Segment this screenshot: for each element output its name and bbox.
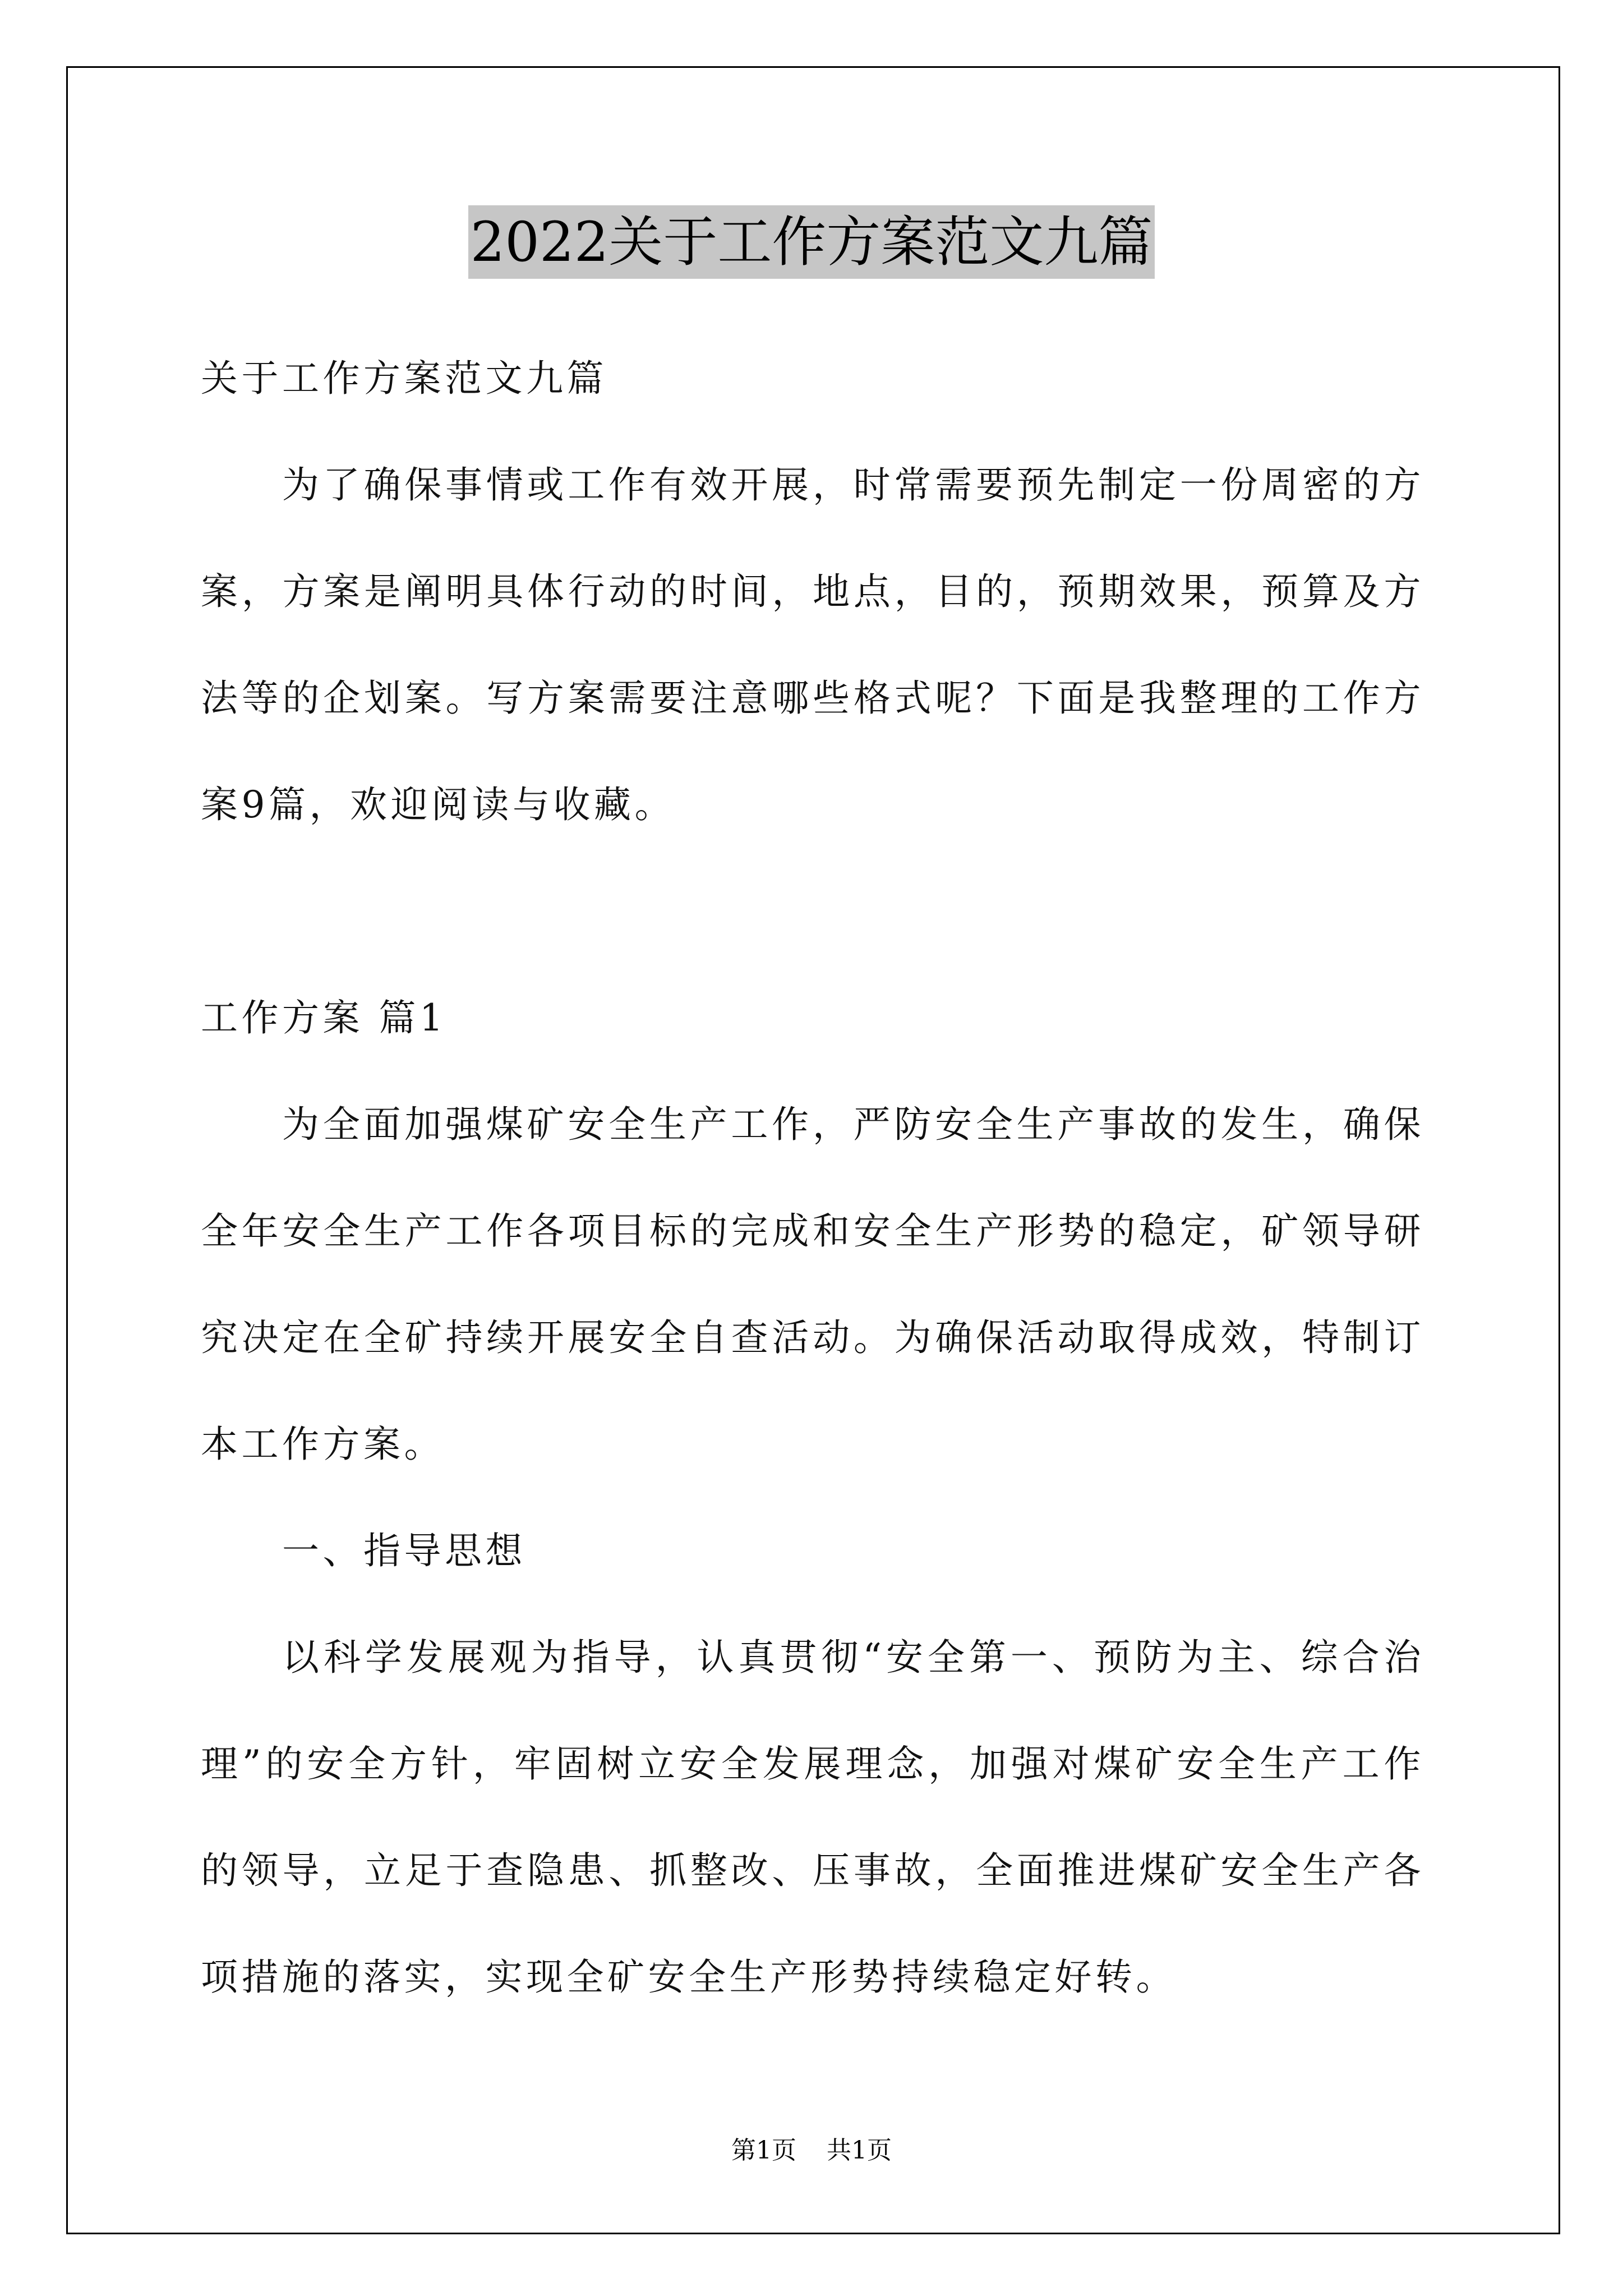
text-line: 一、指导思想 [282,1529,526,1572]
blank-line [201,858,1424,965]
text-line: 全年安全生产工作各项目标的完成和安全生产形势的稳定，矿领导研 [201,1209,1424,1253]
paragraph-body [201,1071,1424,1498]
subsection-heading [201,1498,1424,1604]
text-line: 关于工作方案范文九篇 [201,357,607,400]
title-container [0,205,1623,279]
paragraph-body [201,1604,1424,2031]
text-line: 为了确保事情或工作有效开展，时常需要预先制定一份周密的方 [282,463,1424,507]
text-line: 法等的企划案。写方案需要注意哪些格式呢？下面是我整理的工作方 [201,677,1424,720]
document-body [201,325,1424,2031]
text-line: 案，方案是阐明具体行动的时间，地点，目的，预期效果，预算及方 [201,570,1424,613]
paragraph-intro [201,432,1424,858]
page-footer: 第1页 共1页 [731,2136,892,2165]
document-title: 2022关于工作方案范文九篇 [468,205,1155,279]
text-line: 理”的安全方针，牢固树立安全发展理念，加强对煤矿安全生产工作 [201,1742,1424,1786]
section-heading [201,965,1424,1071]
text-line: 项措施的落实，实现全矿安全生产形势持续稳定好转。 [201,1955,1177,1999]
paragraph-heading [201,325,1424,432]
text-line: 工作方案 篇1 [201,996,447,1039]
text-line: 案9篇，欢迎阅读与收藏。 [201,783,675,826]
text-line: 为全面加强煤矿安全生产工作，严防安全生产事故的发生，确保 [282,1103,1424,1146]
text-line: 究决定在全矿持续开展安全自查活动。为确保活动取得成效，特制订 [201,1316,1424,1359]
text-line: 以科学发展观为指导，认真贯彻“安全第一、预防为主、综合治 [282,1636,1424,1679]
text-line: 本工作方案。 [201,1423,445,1466]
text-line: 的领导，立足于查隐患、抓整改、压事故，全面推进煤矿安全生产各 [201,1849,1424,1892]
